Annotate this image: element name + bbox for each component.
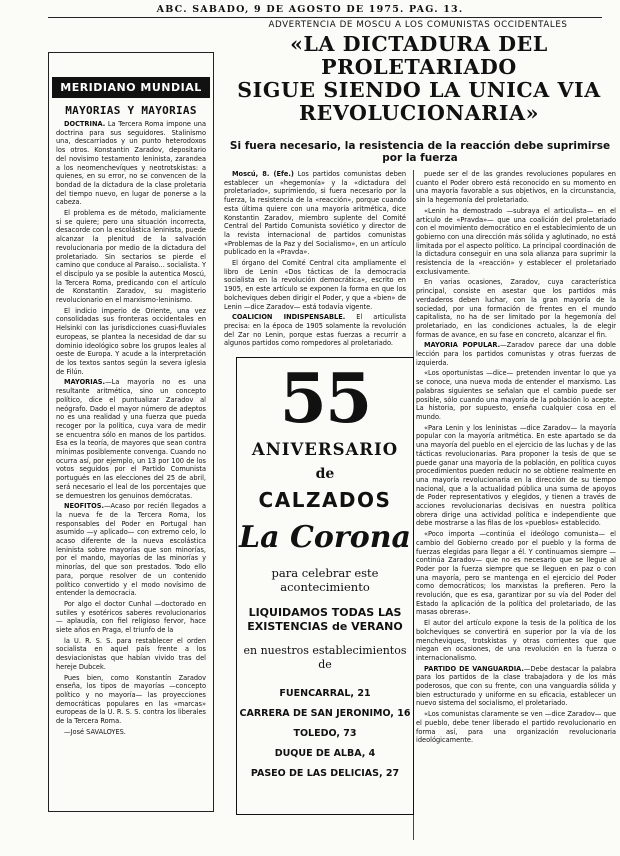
paragraph-lead: DOCTRINA. (64, 120, 106, 128)
paragraph-lead: NEOFITOS. (64, 502, 104, 511)
ad-address: FUENCARRAL, 21 (279, 688, 371, 699)
paragraph-text: En varias ocasiones, Zaradov, cuya característica principal, consiste en asestar que los partidos más verdaderos deben luchar, con la gran mayoría de la sociedad, por una formación de frentes en el mundo capitalista, no ha de ser limitado por la hegemonía del proletariado, en las condiciones actuales, la de elegir formas de avance, en su fase en concreto, alcanzar el fin. (416, 278, 616, 339)
ad-address: PASEO DE LAS DELICIAS, 27 (250, 768, 400, 779)
paragraph (416, 710, 616, 745)
paragraph-lead: Moscú, 8. (Efe.) (232, 170, 294, 178)
paragraph-lead: COALICION INDISPENSABLE. (232, 313, 346, 322)
ad-line: en nuestros establecimientos (243, 644, 407, 657)
paragraph (224, 259, 406, 311)
header-rule (48, 17, 602, 18)
article-kicker: ADVERTENCIA DE MOSCU A LOS COMUNISTAS OCCIDENTALES (268, 20, 568, 30)
ad-line: LIQUIDAMOS TODAS LAS (248, 606, 402, 619)
headline-line: REVOLUCIONARIA» (299, 101, 539, 125)
paragraph (56, 378, 206, 500)
paragraph (416, 341, 616, 367)
paragraph-text: —Acaso por recién llegados a la nueva fe de la Tercera Roma, los responsables del Poder en Portugal han asumido —y aplicado— con extremo celo, lo acaso diferente de la nueva escolástica leninista sobre mayorías que son minorías, por el mando, mayorías de las minorías y minorías, del que son prestados. Todo ello para, porque resolver de un contenido político convertido y el modo novísimo de entender la democracia. (56, 502, 206, 598)
ad-address: TOLEDO, 73 (293, 728, 357, 739)
paragraph-text: Pues bien, como Konstantín Zaradov enseña, los tipos de mayorías —concepto político y no mayoría— las proyecciones democráticas populares en las «marcas» europeas de la U. R. S. S. contra los liberales de la Tercera Roma. (56, 673, 206, 726)
paragraph-text: «Los oportunistas —dice— pretenden inventar lo que ya se conoce, una nueva moda de entender el marxismo. Las palabras siguientes se señalan que el cambio puede ser posible, sólo cuando una mayoría de la población lo acepte. La historia, por supuesto, enseña cualquier cosa en el mundo. (416, 369, 616, 421)
paragraph (56, 502, 206, 598)
section-banner: MERIDIANO MUNDIAL (52, 77, 210, 98)
headline-line: «LA DICTADURA DEL PROLETARIADO (290, 32, 548, 79)
paragraph-text: La Tercera Roma impone una doctrina para sus seguidores. Stalinismo una, descarriados y un punto heterodoxos los otros. Konstantin Zaradov, depositario del novisimo testamento leninista, zarandea a los neomenchevíques y neotrotskistas: a quienes, en su error, no se convencen de la bondad de la dictadura de la clase proletaria del tiempo nuevo, en lugar de ponerse a la cabeza. (56, 120, 206, 207)
paragraph-text: El órgano del Comité Central cita ampliamente el libro de Lenin «Dos tácticas de la democracia socialista en la revolución democrática», escrito en 1905, en este artículo se exponen la forma en que los bolcheviques deben dirigir el Poder, y que a «bien» de Lenin —dice Zaradov— está todavía vigente. (224, 259, 406, 311)
ad-address: CARRERA DE SAN JERONIMO, 16 (239, 708, 411, 719)
column-title: MAYORIAS Y MAYORIAS (65, 104, 197, 117)
ad-sale-text (237, 606, 413, 634)
paragraph-text: «Poco importa —continúa el ideólogo comunista— el cambio del Gobierno creado por el pueblo y la forma de fuerzas elegidas para llegar a él. Y continuamos siempre —continúa Zaradov— que no es necesario que se llegue al Poder por la fuerza siempre que se lleguen en paz o con una mayoría, pero se mantenga en el ejercicio del Poder como democráticos; los marxistas la prefieren. Pero la revolución, que es esa, garantizar por su vía del Poder del Estado la aplicación de la política del proletariado, de las masas obreras». (416, 530, 616, 617)
paragraph-text: El articulista precisa: en la época de 1905 solamente la revolución del Zar no Lenin, porque estas fuerzas a recurrir a algunos partidos como rompedores al proletariado. (224, 313, 406, 348)
paragraph (224, 170, 406, 257)
paragraph-lead: MAYORIA POPULAR. (424, 341, 501, 350)
paragraph (416, 278, 616, 339)
paragraph-text: —Zaradov parece dar una doble lección para los partidos comunistas y otras fuerzas de izquierda. (416, 341, 616, 367)
paragraph-text: Por algo el doctor Cunhal —doctorado en sutiles y esotéricos saberes revolucionarios— aplaudía, con fiel religioso fervor, hace siete años en Praga, el triunfo de la (56, 599, 206, 635)
left-column (48, 52, 214, 812)
ad-line: para celebrar este (271, 566, 379, 580)
ad-line: acontecimiento (280, 580, 370, 594)
column-body (56, 120, 206, 737)
paragraph (416, 424, 616, 528)
paragraph-text: —La mayoría no es una resultante aritmética, sino un concepto político, dice el puntualizar Zaradov al neógrafo. Dado el mayor número de adeptos no es una realidad y una fuerza que pueda recoger por la política, cuya vara de medir se encuentra sólo en manos de los partidos. Esa es la teoría, de mayores que sean contra mínimas posiblemente convenga. Cuando no ocurra así, por ejemplo, un 13 por 100 de los votos seguidos por el Partido Comunista portugués en las elecciones del 25 de abril, será necesario el leal de los porcentajes que se demuestren los genuinos demócratas. (56, 378, 206, 500)
headline-line: SIGUE SIENDO LA UNICA VIA (237, 78, 601, 102)
article-column-2 (416, 170, 616, 840)
ad-number: 55 (279, 359, 371, 439)
ad-stores-text (237, 644, 413, 672)
paragraph-text: «Lenin ha demostrado —subraya el articulista— en el artículo de «Pravda»— que una coalición del proletariado con el movimiento democrático en el establecimiento de un gobierno con una dirección más sólida y aglutinado, no está limitada por el aspecto político. La principal coordinación de la dictadura conseguir en una sola alianza para suprimir la resistencia de la «reacción» y establecer el proletariado exclusivamente. (416, 206, 616, 276)
paragraph-text: la U. R. S. S. para restablecer el orden socialista en aquel país frente a los desviacionistas que habían vivido tras del hereje Dubcek. (56, 636, 206, 671)
paragraph (56, 209, 206, 305)
paragraph (224, 313, 406, 348)
paragraph (416, 207, 616, 277)
ad-address: DUQUE DE ALBA, 4 (274, 748, 376, 759)
ad-brand-logo: La Corona (239, 520, 411, 555)
article-headline (220, 33, 618, 125)
masthead: ABC. SABADO, 9 DE AGOSTO DE 1975. PAG. 13. (156, 4, 464, 15)
paragraph-lead: MAYORIAS. (64, 378, 106, 387)
paragraph (416, 665, 616, 709)
advertisement (236, 357, 414, 815)
ad-celebrate-text (237, 566, 413, 594)
paragraph (416, 619, 616, 663)
ad-aniversario: ANIVERSARIO (251, 440, 399, 459)
paragraph-text: —José SAVALOYES. (64, 727, 126, 736)
paragraph (416, 170, 616, 205)
paragraph-text: «Para Lenin y los leninistas —dice Zaradov— la mayoría popular con la mayoría aritmética. En este apartado se da una mayoría del pueblo en el ejercicio de las luchas y de las tácticas revolucionarias. Para proponer la tesis de que se puede ganar una mayoría de la población, en política cuyos procedimientos pueden reducir no se obtiene realmente en una mayoría revolucionaria en la dirección de su tiempo nacional, que a la actualidad pública una suma de apoyos de Poder representativos y elegidos, y tienen a través de acciones revolucionarias decisivas en nuestra política obrera dirige una actividad política e independiente que debe mostrarse a las filas de los «pueblos» establecido. (416, 423, 616, 528)
paragraph (56, 637, 206, 672)
paragraph (56, 600, 206, 635)
paragraph-lead: PARTIDO DE VANGUARDIA. (424, 664, 524, 673)
paragraph (56, 674, 206, 726)
paragraph-text: El indicio imperio de Oriente, una vez consolidadas sus fronteras occidentales en Helsinki con las jurisdicciones cuasi-fluviales europeas, se plantea la necesidad de dar su dominio ideológico sobre los grupos leales al oeste de Europa. Y acude a la interpretación de los textos santos según la severa iglesia de Filún. (56, 306, 206, 376)
paragraph-text: puede ser el de las grandes revoluciones populares en cuanto el Poder obrero está reconocido en su momento en una mayoría favorable a sus objetivos, en la circunstancia, sin la hegemonía del proletariado. (416, 170, 616, 205)
article-subhead: Si fuera necesario, la resistencia de la reacción debe suprimirse por la fuerza (229, 140, 611, 164)
article-column-1 (224, 170, 406, 350)
paragraph-text: «Los comunistas claramente se ven —dice Zaradov— que el pueblo, debe tener liberado el partido revolucionario en forma así, para una organización revolucionaria ideológicamente. (416, 710, 616, 745)
paragraph (56, 307, 206, 377)
ad-calzados: CALZADOS (258, 488, 392, 512)
paragraph (416, 530, 616, 617)
paragraph-text: El problema es de método, maliciamente si se quiere; pero una situación incorrecta, desacorde con la escolástica leninista, puede alcanzar la plenitud de la salvación revolucionaria por medio de la dictadura del proletariado. Sin sectarios se pierde el camino que conduce al Paraíso... socialista. Y el discípulo ya se posible la autentica Moscú, la Tercera Roma, predicando con el artículo de Konstantin Zaradov, su magisterio revolucionario en el marxismo-leninismo. (56, 209, 206, 305)
paragraph-text: El autor del artículo expone la tesis de la política de los bolcheviques se convertirá en superior por la vía de los mencheviques, trotskistas y otras corrientes que que niegan en ocasiones, de una revolución en la fuerza o internacionalismo. (416, 619, 616, 662)
paragraph (416, 369, 616, 421)
ad-line: de (318, 658, 332, 671)
ad-line: EXISTENCIAS de VERANO (247, 620, 403, 633)
paragraph (56, 120, 206, 207)
paragraph-text: Los partidos comunistas deben establecer un «hegemonía» y la «dictadura del proletariado», suprimiendo, si fuera necesario por la fuerza, la resistencia de la «reacción», porque cuando esta última quiere con una mayoría aritmética, dice Konstantin Zaradov, miembro suplente del Comité Central del Partido Comunista soviético y director de la revista internacional de partidos comunistas «Problemas de la Paz y del Socialismo», en un artículo publicado en la «Pravda». (224, 170, 406, 257)
ad-de: de (315, 466, 335, 482)
paragraph-text: —Debe destacar la palabra para los partidos de la clase trabajadora y de los más poderosos, que con su frente, con una vanguardia sólida y bien estructurado y uniforme en su eficacia, establecer un nuevo sistema del socialismo, el proletariado. (416, 664, 616, 708)
paragraph (56, 728, 206, 737)
